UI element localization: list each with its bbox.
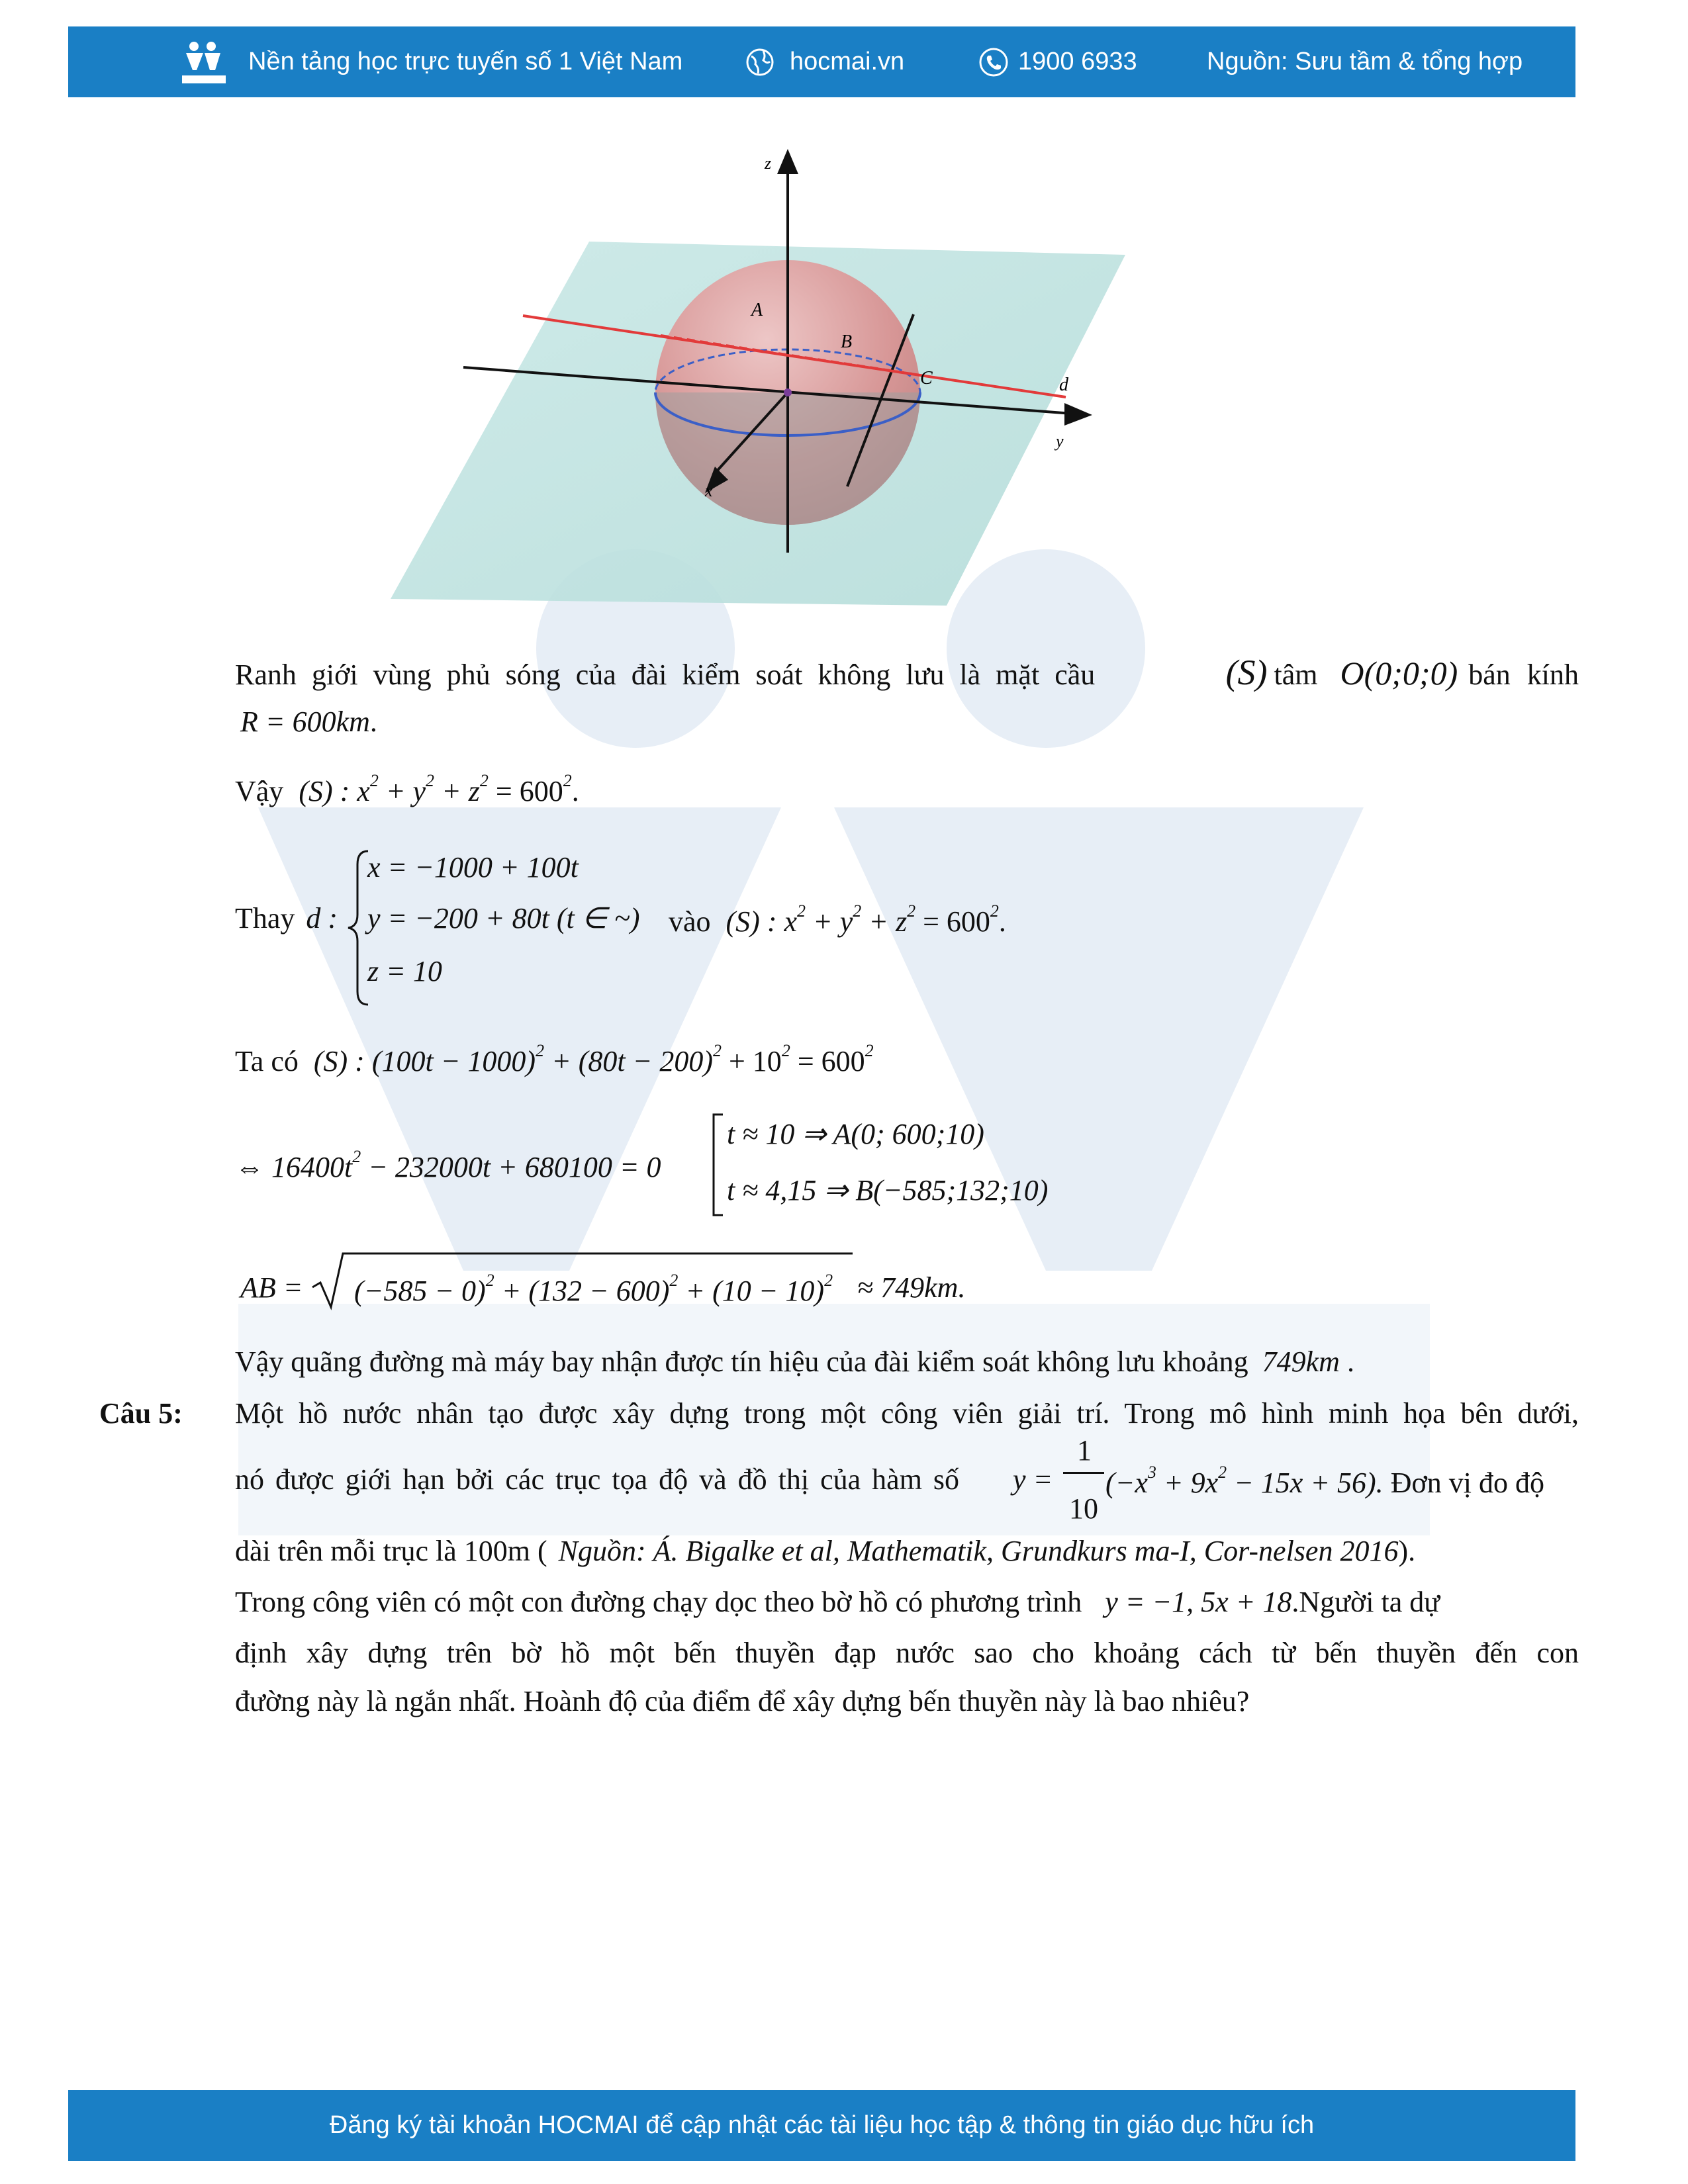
label-y: y [1056,432,1064,451]
thay-label: Thay d : [235,902,338,934]
quadratic-equation: ⇔ $16400t^2 - 232000t + 680100 = 0$ [235,1147,661,1183]
label-c: C [920,368,933,388]
question-label: Câu 5: [99,1397,183,1430]
function-body: $(-x^3 + 9x^2 - 15x + 56)$. Đơn vị đo độ [1105,1463,1544,1499]
conclusion: Vậy quãng đường mà máy bay nhận được tín hiệu của đài kiểm soát không lưu khoảng 749km . [235,1345,1354,1378]
question-line-2: nó được giới hạn bởi các trục tọa độ và đồ thị của hàm số [235,1463,960,1496]
footer-text: Đăng ký tài khoản HOCMAI để cập nhật các tài liệu học tập & thông tin giáo dục hữu ích [329,2111,1315,2139]
label-z: z [765,154,772,173]
header-source: Nguồn: Sưu tầm & tổng hợp [1207,48,1523,75]
question-line-4: Trong công viên có một con đường chạy dọc theo bờ hồ có phương trình y = −1, 5x + 18.Người ta dự [235,1586,1440,1618]
sphere-equation: Vậy (S) : $x^2 + y^2 + z^2 = 600^2$. [235,771,579,807]
system-row-3: z = 10 [367,955,442,987]
label-x: x [705,481,713,500]
fraction-denominator: 10 [1069,1492,1098,1525]
expanded-equation: Ta có (S) : $(100t - 1000)^2 + (80t - 200)^2 + 10^2 = 600^2$ [235,1041,874,1077]
question-line-6: đường này là ngắn nhất. Hoành độ của điểm để xây dựng bến thuyền này là bao nhiêu? [235,1685,1250,1717]
function-y: y = [1013,1463,1053,1496]
footer-bar [68,2090,1575,2161]
question-line-1: Một hồ nước nhân tạo được xây dựng trong một công viên giải trí. Trong mô hình minh họa bên dưới, [235,1397,1579,1430]
system-row-1: x = −1000 + 100t [367,851,579,884]
label-d: d [1059,375,1068,395]
header-phone[interactable]: 1900 6933 [978,26,1137,97]
header-slogan: Nền tảng học trực tuyến số 1 Việt Nam [248,48,683,75]
header-website[interactable]: hocmai.vn [745,26,904,97]
question-line-5: định xây dựng trên bờ hồ một bến thuyền đạp nước sao cho khoảng cách từ bến thuyền đến con [235,1637,1579,1669]
system-row-2: y = −200 + 80t (t ∈ ~) [367,902,640,934]
ab-result: ≈ 749km. [857,1271,966,1304]
solution-paragraph-1: Ranh giới vùng phủ sóng của đài kiểm soát không lưu là mặt cầu (S) tâm O(0;0;0) bán kính [235,653,1579,692]
label-b: B [841,332,853,352]
fraction-bar [1063,1472,1104,1474]
case-1: t ≈ 10 ⇒ A(0; 600;10) [727,1118,984,1150]
fraction-numerator: 1 [1077,1434,1092,1467]
radius-text: R = 600km. [240,705,377,738]
label-a: A [751,300,763,320]
question-line-3: dài trên mỗi trục là 100m ( Nguồn: Á. Bigalke et al, Mathematik, Grundkurs ma-I, Cor-nelsen 2016). [235,1535,1416,1567]
ab-left: AB = [240,1271,303,1304]
substitute-into: vào (S) : $x^2 + y^2 + z^2 = 600^2$. [669,901,1006,938]
case-bracket [710,1112,726,1218]
case-2: t ≈ 4,15 ⇒ B(−585;132;10) [727,1174,1049,1206]
ab-radicand: $(-585 - 0)^2 + (132 - 600)^2 + (10 - 10)^2$ [354,1271,833,1307]
